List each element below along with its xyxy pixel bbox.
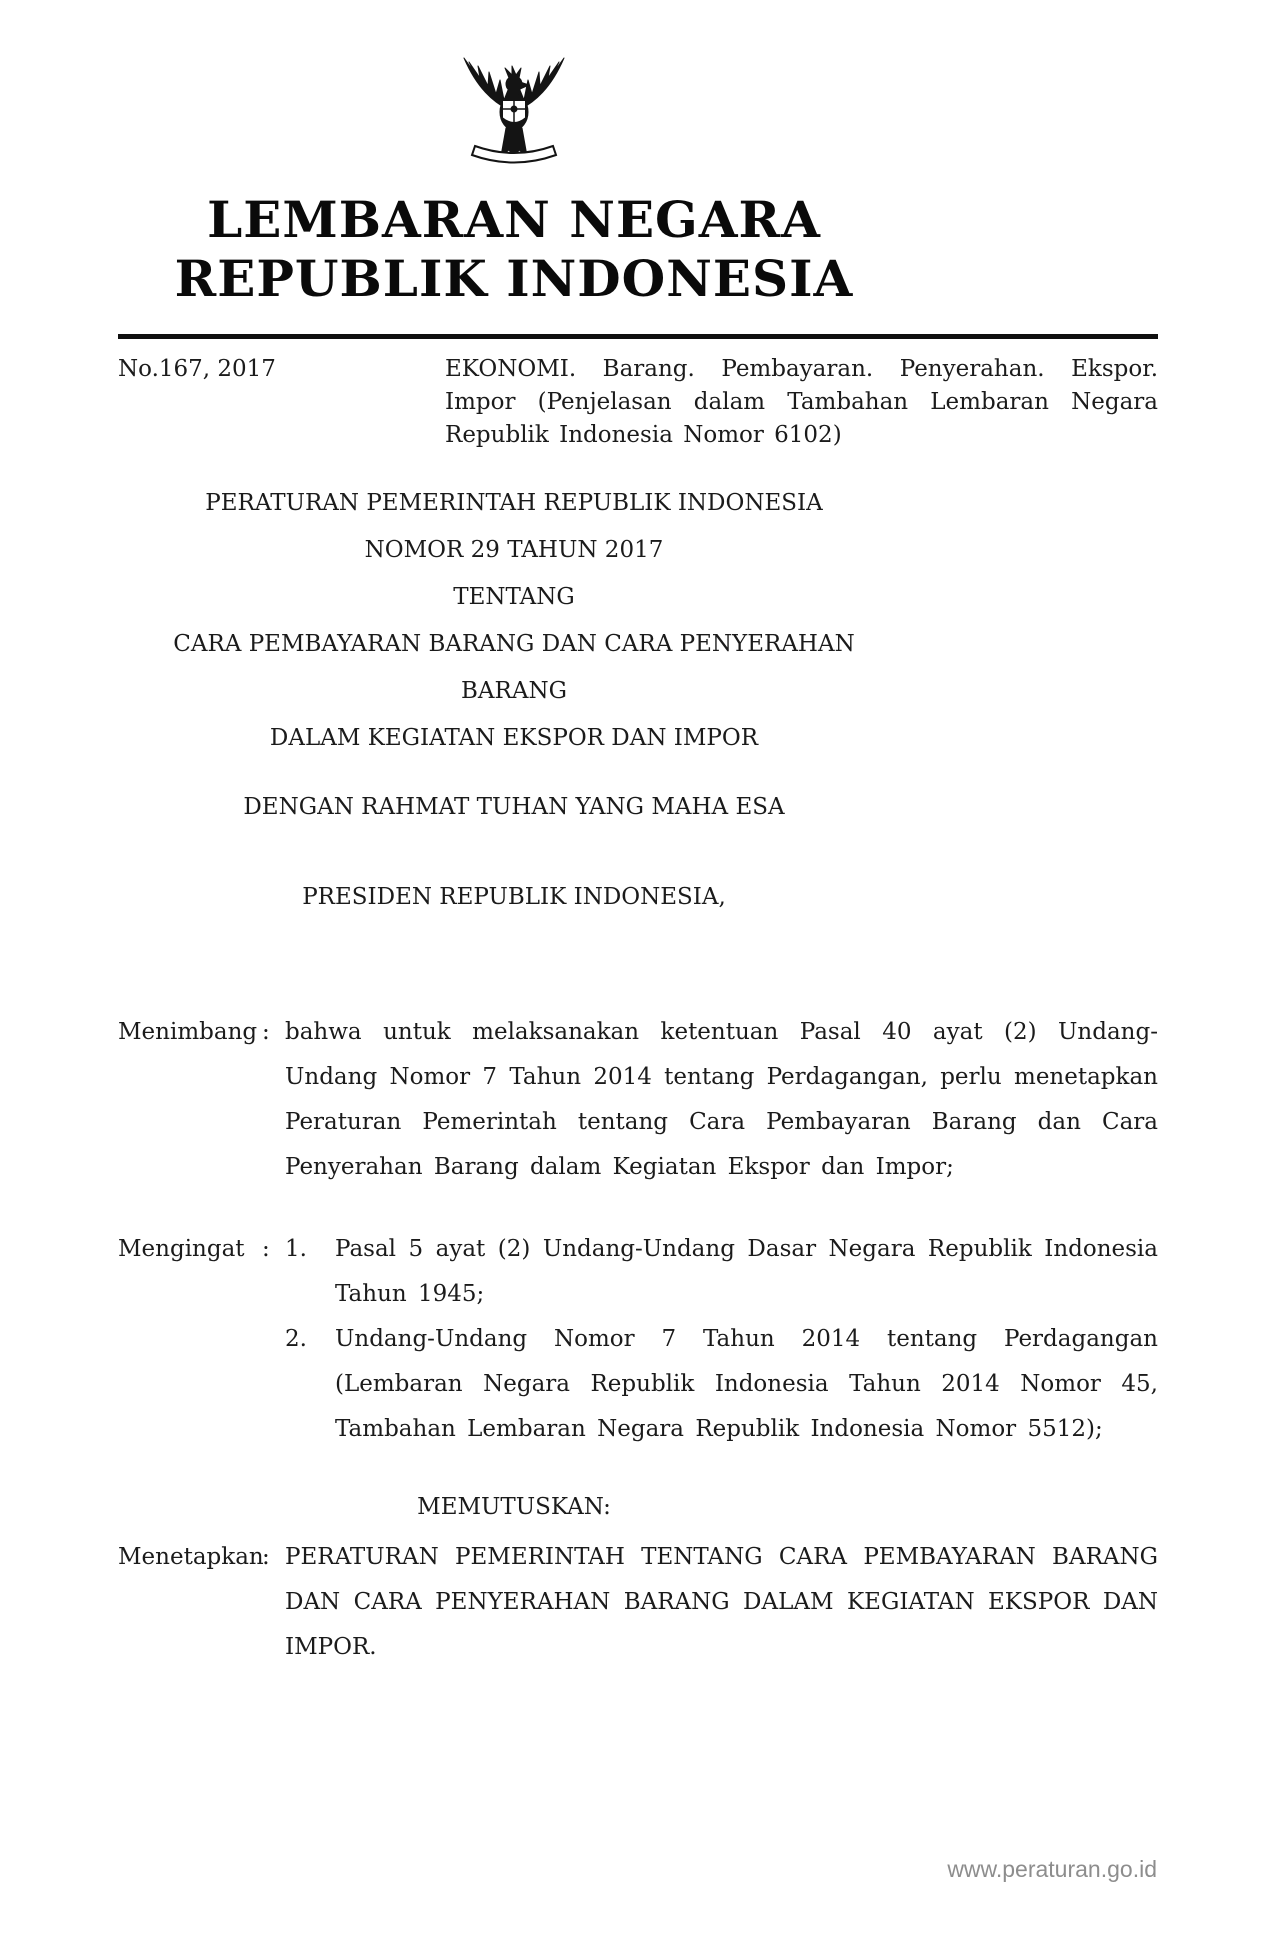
garuda-icon [455,42,573,170]
considering-section [118,1010,1158,1190]
site-watermark: www.peraturan.go.id [947,1856,1157,1882]
recalling-item-1-text: Pasal 5 ayat (2) Undang-Undang Dasar Negara Republik Indonesia Tahun 1945; [335,1236,1158,1307]
subject-classification: EKONOMI. Barang. Pembayaran. Penyerahan. Ekspor. Impor (Penjelasan dalam Tambahan Lembaran Negara Republik Indonesia Nomor 6102) [445,356,1158,448]
recalling-item-2 [285,1317,1158,1452]
recalling-item-1 [285,1227,1158,1317]
enacting-body: PERATURAN PEMERINTAH TENTANG CARA PEMBAYARAN BARANG DAN CARA PENYERAHAN BARANG DALAM KEGIATAN EKSPOR DAN IMPOR. [285,1544,1158,1660]
recalling-list [285,1227,1158,1452]
regulation-title-block [118,480,910,762]
masthead-line-2: REPUBLIK INDONESIA [174,249,854,308]
header-row [118,353,1158,452]
enacting-label: Menetapkan [118,1544,264,1570]
considering-label: Menimbang [118,1019,258,1045]
authority-line: PRESIDEN REPUBLIK INDONESIA, [302,884,726,910]
masthead-title [118,190,910,308]
considering-separator: : [262,1019,270,1045]
regulation-title-line-5: DALAM KEGIATAN EKSPOR DAN IMPOR [269,725,759,751]
enacting-section [118,1535,1158,1670]
regulation-title-line-2: NOMOR 29 TAHUN 2017 [364,537,664,563]
masthead-divider [118,334,1158,339]
masthead-line-1: LEMBARAN NEGARA [207,190,821,249]
garuda-pancasila-emblem [118,42,910,174]
decision-heading: MEMUTUSKAN: [417,1494,611,1520]
regulation-title-line-1: PERATURAN PEMERINTAH REPUBLIK INDONESIA [205,490,823,516]
enacting-separator: : [262,1544,270,1570]
recalling-label: Mengingat [118,1236,245,1262]
invocation-line: DENGAN RAHMAT TUHAN YANG MAHA ESA [243,794,785,820]
regulation-title-line-3: TENTANG [453,584,575,610]
page-content [118,0,1158,1670]
recalling-item-1-number: 1. [285,1236,307,1262]
issue-number: No.167, 2017 [118,356,276,382]
recalling-item-2-number: 2. [285,1326,307,1352]
recalling-item-2-text: Undang-Undang Nomor 7 Tahun 2014 tentang Perdagangan (Lembaran Negara Republik Indonesia Tahun 2014 Nomor 45, Tambahan Lembaran Negara Republik Indonesia Nomor 5512); [335,1326,1158,1442]
recalling-separator: : [262,1236,270,1262]
regulation-title-line-4: CARA PEMBAYARAN BARANG DAN CARA PENYERAHAN BARANG [173,631,855,704]
recalling-section [118,1227,1158,1452]
considering-body: bahwa untuk melaksanakan ketentuan Pasal 40 ayat (2) Undang-Undang Nomor 7 Tahun 2014 tentang Perdagangan, perlu menetapkan Peraturan Pemerintah tentang Cara Pembayaran Barang dan Cara Penyerahan Barang dalam Kegiatan Ekspor dan Impor; [285,1019,1158,1180]
